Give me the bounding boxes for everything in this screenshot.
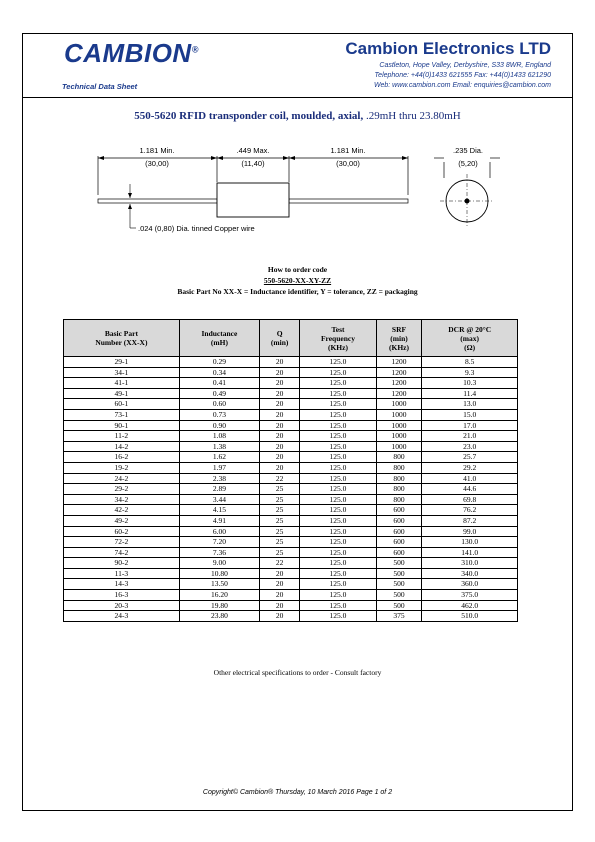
table-cell: 360.0 (422, 579, 518, 590)
table-cell: 125.0 (300, 494, 376, 505)
table-cell: 11.4 (422, 388, 518, 399)
table-cell: 4.15 (179, 505, 259, 516)
right-lead-label: 1.181 Min. (330, 146, 366, 155)
table-cell: 125.0 (300, 452, 376, 463)
table-cell: 0.90 (179, 420, 259, 431)
table-cell: 49-2 (64, 515, 180, 526)
table-row (64, 600, 518, 611)
document-type-label: Technical Data Sheet (62, 82, 138, 91)
table-cell: 0.60 (179, 399, 259, 410)
table-cell: 6.00 (179, 526, 259, 537)
table-cell: 20-3 (64, 600, 180, 611)
table-header-row (64, 320, 518, 357)
end-view-diameter-metric: (5,20) (458, 159, 478, 168)
table-cell: 2.89 (179, 484, 259, 495)
table-cell: 49-1 (64, 388, 180, 399)
table-cell: 11-2 (64, 431, 180, 442)
table-cell: 125.0 (300, 388, 376, 399)
table-cell: 41.0 (422, 473, 518, 484)
table-cell: 1000 (376, 409, 422, 420)
table-cell: 125.0 (300, 357, 376, 368)
column-header-line: (min) (270, 338, 289, 347)
table-cell: 125.0 (300, 462, 376, 473)
table-cell: 11-3 (64, 568, 180, 579)
table-cell: 20 (260, 420, 300, 431)
table-cell: 462.0 (422, 600, 518, 611)
table-cell: 13.50 (179, 579, 259, 590)
order-code-heading: How to order code (267, 265, 328, 274)
column-header (376, 320, 422, 357)
table-cell: 29-2 (64, 484, 180, 495)
table-cell: 20 (260, 579, 300, 590)
table-cell: 22 (260, 473, 300, 484)
table-cell: 20 (260, 611, 300, 622)
table-cell: 130.0 (422, 537, 518, 548)
table-cell: 510.0 (422, 611, 518, 622)
table-cell: 125.0 (300, 526, 376, 537)
table-cell: 1000 (376, 420, 422, 431)
table-cell: 25 (260, 547, 300, 558)
table-cell: 20 (260, 452, 300, 463)
left-lead-label: 1.181 Min. (139, 146, 175, 155)
table-cell: 87.2 (422, 515, 518, 526)
company-web: Web: www.cambion.com Email: enquiries@cambion.com (374, 82, 551, 89)
table-cell: 23.0 (422, 441, 518, 452)
table-cell: 73-1 (64, 409, 180, 420)
column-header-line: (KHz) (388, 342, 409, 352)
table-cell: 141.0 (422, 547, 518, 558)
table-row (64, 388, 518, 399)
cambion-logo (64, 38, 199, 69)
table-cell: 125.0 (300, 547, 376, 558)
table-cell: 60-1 (64, 399, 180, 410)
table-cell: 800 (376, 452, 422, 463)
column-header-line: Frequency (320, 333, 355, 343)
table-cell: 16.20 (179, 590, 259, 601)
table-cell: 29-1 (64, 357, 180, 368)
table-row (64, 378, 518, 389)
table-cell: 29.2 (422, 462, 518, 473)
company-address: Castleton, Hope Valley, Derbyshire, S33 8WR, England (379, 62, 551, 69)
left-lead-wire (98, 199, 217, 203)
table-cell: 23.80 (179, 611, 259, 622)
column-header-line: Q (276, 329, 283, 338)
table-cell: 20 (260, 399, 300, 410)
table-cell: 0.41 (179, 378, 259, 389)
table-cell: 125.0 (300, 611, 376, 622)
table-cell: 1200 (376, 367, 422, 378)
table-cell: 8.5 (422, 357, 518, 368)
table-cell: 125.0 (300, 378, 376, 389)
table-cell: 500 (376, 568, 422, 579)
table-cell: 25 (260, 494, 300, 505)
table-cell: 1.97 (179, 462, 259, 473)
table-cell: 76.2 (422, 505, 518, 516)
table-cell: 1200 (376, 388, 422, 399)
table-cell: 125.0 (300, 558, 376, 569)
table-cell: 19-2 (64, 462, 180, 473)
table-cell: 20 (260, 367, 300, 378)
coil-dimension-drawing (90, 140, 510, 245)
table-row (64, 441, 518, 452)
table-cell: 20 (260, 431, 300, 442)
table-cell: 500 (376, 600, 422, 611)
table-cell: 125.0 (300, 431, 376, 442)
table-cell: 60-2 (64, 526, 180, 537)
order-code-explanation: Basic Part No XX-X = Inductance identifier, Y = tolerance, ZZ = packaging (177, 287, 418, 296)
table-cell: 20 (260, 600, 300, 611)
table-row (64, 494, 518, 505)
table-row (64, 568, 518, 579)
body-length-label: .449 Max. (236, 146, 270, 155)
table-cell: 1.38 (179, 441, 259, 452)
table-cell: 125.0 (300, 367, 376, 378)
table-row (64, 367, 518, 378)
column-header-line: Test (331, 324, 345, 334)
table-cell: 3.44 (179, 494, 259, 505)
table-cell: 14-3 (64, 579, 180, 590)
table-cell: 19.80 (179, 600, 259, 611)
table-cell: 99.0 (422, 526, 518, 537)
page-footer: Copyright© Cambion® Thursday, 10 March 2016 Page 1 of 2 (202, 789, 393, 796)
table-cell: 500 (376, 558, 422, 569)
table-row (64, 611, 518, 622)
table-row (64, 420, 518, 431)
table-cell: 340.0 (422, 568, 518, 579)
table-cell: 74-2 (64, 547, 180, 558)
table-cell: 125.0 (300, 600, 376, 611)
coil-body (217, 183, 289, 217)
table-cell: 20 (260, 462, 300, 473)
table-row (64, 399, 518, 410)
table-cell: 800 (376, 494, 422, 505)
table-cell: 14-2 (64, 441, 180, 452)
table-cell: 125.0 (300, 515, 376, 526)
left-lead-metric: (30,00) (145, 159, 169, 168)
spec-table (63, 319, 518, 622)
table-row (64, 409, 518, 420)
title-main: 550-5620 RFID transponder coil, moulded, axial, (134, 110, 364, 122)
table-cell: 9.00 (179, 558, 259, 569)
table-cell: 25 (260, 537, 300, 548)
table-cell: 125.0 (300, 420, 376, 431)
table-cell: 600 (376, 526, 422, 537)
left-arrow-end (211, 156, 217, 160)
table-cell: 34-1 (64, 367, 180, 378)
table-row (64, 462, 518, 473)
table-cell: 24-2 (64, 473, 180, 484)
table-cell: 20 (260, 409, 300, 420)
table-cell: 125.0 (300, 537, 376, 548)
table-cell: 10.80 (179, 568, 259, 579)
table-cell: 13.0 (422, 399, 518, 410)
table-cell: 10.3 (422, 378, 518, 389)
table-cell: 500 (376, 590, 422, 601)
table-cell: 21.0 (422, 431, 518, 442)
body-arrow-end (283, 156, 289, 160)
column-header-line: (max) (460, 333, 480, 343)
column-header-line: SRF (391, 324, 407, 334)
column-header (300, 320, 376, 357)
table-cell: 69.8 (422, 494, 518, 505)
table-cell: 1.08 (179, 431, 259, 442)
table-cell: 72-2 (64, 537, 180, 548)
table-cell: 4.91 (179, 515, 259, 526)
table-cell: 25 (260, 505, 300, 516)
right-lead-wire (289, 199, 408, 203)
column-header (422, 320, 518, 357)
table-cell: 600 (376, 515, 422, 526)
table-cell: 25 (260, 484, 300, 495)
table-cell: 7.36 (179, 547, 259, 558)
column-header-line: Inductance (201, 329, 238, 338)
right-lead-metric: (30,00) (336, 159, 360, 168)
left-arrow-start (98, 156, 104, 160)
table-cell: 125.0 (300, 409, 376, 420)
wire-diameter-label: .024 (0,80) Dia. tinned Copper wire (138, 224, 255, 233)
table-cell: 2.38 (179, 473, 259, 484)
column-header (260, 320, 300, 357)
table-cell: 90-1 (64, 420, 180, 431)
table-cell: 1000 (376, 399, 422, 410)
table-cell: 125.0 (300, 441, 376, 452)
table-cell: 125.0 (300, 579, 376, 590)
table-cell: 25.7 (422, 452, 518, 463)
table-cell: 34-2 (64, 494, 180, 505)
table-cell: 0.34 (179, 367, 259, 378)
table-cell: 125.0 (300, 568, 376, 579)
table-cell: 1200 (376, 357, 422, 368)
logo-text: CAMBION (64, 38, 192, 68)
table-cell: 375.0 (422, 590, 518, 601)
table-row (64, 505, 518, 516)
table-cell: 20 (260, 378, 300, 389)
column-header (179, 320, 259, 357)
table-cell: 7.20 (179, 537, 259, 548)
table-cell: 16-2 (64, 452, 180, 463)
table-cell: 125.0 (300, 399, 376, 410)
company-phone: Telephone: +44(0)1433 621555 Fax: +44(0)1433 621290 (374, 72, 551, 79)
table-cell: 125.0 (300, 484, 376, 495)
table-cell: 22 (260, 558, 300, 569)
table-cell: 1000 (376, 441, 422, 452)
title-range: .29mH thru 23.80mH (366, 110, 461, 122)
column-header (64, 320, 180, 357)
table-cell: 20 (260, 590, 300, 601)
table-cell: 0.73 (179, 409, 259, 420)
table-cell: 20 (260, 568, 300, 579)
column-header-line: (min) (390, 333, 408, 343)
column-header-line: Basic Part (104, 329, 138, 338)
table-cell: 41-1 (64, 378, 180, 389)
table-cell: 44.6 (422, 484, 518, 495)
header-divider (22, 97, 573, 98)
table-cell: 125.0 (300, 473, 376, 484)
table-cell: 375 (376, 611, 422, 622)
table-cell: 600 (376, 547, 422, 558)
table-cell: 800 (376, 473, 422, 484)
column-header-line: (mH) (210, 338, 228, 347)
table-cell: 1200 (376, 378, 422, 389)
wire-callout-arrow-top (128, 193, 132, 198)
table-cell: 20 (260, 388, 300, 399)
table-cell: 125.0 (300, 505, 376, 516)
table-row (64, 473, 518, 484)
right-arrow-start (289, 156, 295, 160)
body-length-metric: (11,40) (241, 159, 265, 168)
table-cell: 15.0 (422, 409, 518, 420)
table-cell: 1000 (376, 431, 422, 442)
table-cell: 800 (376, 462, 422, 473)
table-row (64, 515, 518, 526)
table-cell: 0.29 (179, 357, 259, 368)
column-header-line: (Ω) (464, 342, 476, 352)
table-cell: 0.49 (179, 388, 259, 399)
table-row (64, 484, 518, 495)
table-cell: 24-3 (64, 611, 180, 622)
body-arrow-start (217, 156, 223, 160)
table-cell: 600 (376, 537, 422, 548)
table-row (64, 452, 518, 463)
table-cell: 20 (260, 357, 300, 368)
table-cell: 9.3 (422, 367, 518, 378)
table-cell: 16-3 (64, 590, 180, 601)
table-row (64, 579, 518, 590)
column-header-line: Number (XX-X) (95, 338, 148, 347)
table-cell: 310.0 (422, 558, 518, 569)
table-cell: 25 (260, 515, 300, 526)
column-header-line: DCR @ 20°C (448, 324, 492, 334)
table-row (64, 590, 518, 601)
table-cell: 125.0 (300, 590, 376, 601)
page-title (0, 110, 595, 122)
table-row (64, 547, 518, 558)
right-arrow-end (402, 156, 408, 160)
table-cell: 800 (376, 484, 422, 495)
end-view-diameter-label: .235 Dia. (452, 146, 484, 155)
table-cell: 25 (260, 526, 300, 537)
company-name: Cambion Electronics LTD (345, 39, 551, 58)
wire-callout-arrow-bottom (128, 204, 132, 209)
table-cell: 90-2 (64, 558, 180, 569)
order-code: 550-5620-XX-XY-ZZ (263, 276, 332, 285)
table-row (64, 526, 518, 537)
table-row (64, 537, 518, 548)
table-body (64, 357, 518, 622)
table-cell: 42-2 (64, 505, 180, 516)
table-row (64, 431, 518, 442)
table-cell: 500 (376, 579, 422, 590)
table-cell: 1.62 (179, 452, 259, 463)
table-cell: 20 (260, 441, 300, 452)
table-cell: 600 (376, 505, 422, 516)
table-row (64, 558, 518, 569)
table-row (64, 357, 518, 368)
logo-registered-mark: ® (191, 44, 199, 55)
column-header-line: (KHz) (327, 342, 348, 352)
table-cell: 17.0 (422, 420, 518, 431)
specifications-note: Other electrical specifications to order - Consult factory (213, 668, 382, 677)
